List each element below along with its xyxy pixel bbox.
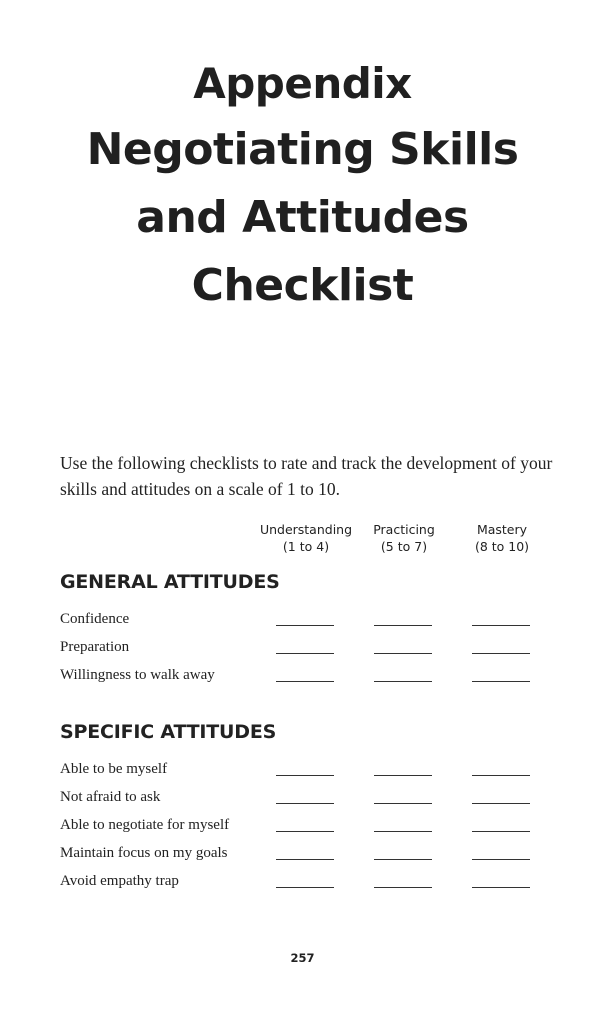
rating-blank-practicing[interactable] (374, 887, 432, 888)
column-label: Understanding (259, 522, 353, 537)
title-line-negotiating-skills: Negotiating Skills (86, 124, 519, 175)
rating-blank-understanding[interactable] (276, 887, 334, 888)
title-line-and-attitudes: and Attitudes (136, 192, 469, 243)
column-label: Mastery (476, 522, 528, 537)
title-line-appendix: Appendix (193, 59, 412, 108)
rating-blank-practicing[interactable] (374, 803, 432, 804)
row-label: Maintain focus on my goals (60, 845, 228, 861)
rating-blank-mastery[interactable] (472, 887, 530, 888)
rating-blank-understanding[interactable] (276, 803, 334, 804)
checklist-row (60, 608, 540, 632)
column-label: Practicing (373, 522, 435, 537)
rating-blank-understanding[interactable] (276, 681, 334, 682)
column-header-practicing (354, 521, 454, 555)
rating-blank-practicing[interactable] (374, 775, 432, 776)
rating-blank-understanding[interactable] (276, 859, 334, 860)
title-line-checklist: Checklist (191, 260, 414, 311)
checklist-row (60, 842, 540, 866)
row-label: Not afraid to ask (60, 789, 161, 805)
rating-blank-understanding[interactable] (276, 653, 334, 654)
rating-blank-practicing[interactable] (374, 681, 432, 682)
rating-blank-practicing[interactable] (374, 859, 432, 860)
row-label: Able to be myself (60, 761, 168, 777)
section-title-general-attitudes: GENERAL ATTITUDES (60, 571, 280, 593)
rating-blank-understanding[interactable] (276, 831, 334, 832)
rating-blank-mastery[interactable] (472, 803, 530, 804)
row-label: Confidence (60, 611, 130, 627)
page-title (0, 52, 605, 320)
rating-blank-mastery[interactable] (472, 775, 530, 776)
checklist-row (60, 814, 540, 838)
rating-blank-practicing[interactable] (374, 831, 432, 832)
checklist-row (60, 870, 540, 894)
column-range: (8 to 10) (474, 539, 530, 554)
row-label: Able to negotiate for myself (60, 817, 230, 833)
rating-blank-understanding[interactable] (276, 775, 334, 776)
rating-blank-mastery[interactable] (472, 831, 530, 832)
rating-blank-practicing[interactable] (374, 625, 432, 626)
column-range: (5 to 7) (380, 539, 428, 554)
row-label: Avoid empathy trap (60, 873, 179, 889)
section-title-specific-attitudes: SPECIFIC ATTITUDES (60, 721, 277, 743)
rating-blank-understanding[interactable] (276, 625, 334, 626)
rating-blank-mastery[interactable] (472, 625, 530, 626)
column-range: (1 to 4) (282, 539, 330, 554)
page-number: 257 (290, 951, 315, 965)
row-label: Willingness to walk away (60, 667, 215, 683)
checklist-row (60, 786, 540, 810)
checklist-row (60, 636, 540, 660)
intro-paragraph: Use the following checklists to rate and track the development of your skills and attitudes on a scale of 1 to 10. (60, 453, 553, 499)
column-header-mastery (452, 521, 552, 555)
rating-blank-mastery[interactable] (472, 653, 530, 654)
checklist-row (60, 758, 540, 782)
rating-blank-mastery[interactable] (472, 859, 530, 860)
rating-blank-mastery[interactable] (472, 681, 530, 682)
column-header-understanding (256, 521, 356, 555)
rating-blank-practicing[interactable] (374, 653, 432, 654)
checklist-row (60, 664, 540, 688)
row-label: Preparation (60, 639, 130, 655)
